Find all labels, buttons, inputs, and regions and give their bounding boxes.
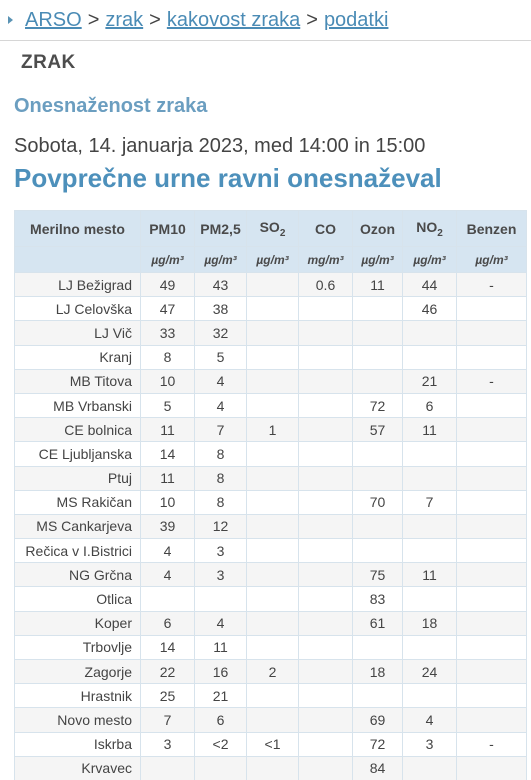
station-name: Ptuj bbox=[15, 466, 141, 490]
page-title: Povprečne urne ravni onesnaževal bbox=[14, 163, 442, 193]
ozon-value bbox=[353, 369, 403, 393]
pm25-value: 38 bbox=[195, 297, 247, 321]
header-so2: $SO_2$ bbox=[247, 211, 299, 247]
divider bbox=[0, 40, 531, 41]
co-value bbox=[299, 297, 353, 321]
co-value bbox=[299, 611, 353, 635]
pm25-value: 8 bbox=[195, 442, 247, 466]
ozon-value: 72 bbox=[353, 732, 403, 756]
so2-value: 1 bbox=[247, 418, 299, 442]
table-row bbox=[15, 514, 527, 538]
no2-value bbox=[403, 756, 457, 780]
table-row bbox=[15, 539, 527, 563]
station-name: Zagorje bbox=[15, 660, 141, 684]
breadcrumb-arrow-icon bbox=[8, 16, 13, 24]
pm10-value: 4 bbox=[141, 563, 195, 587]
pm10-value: 11 bbox=[141, 466, 195, 490]
station-name: MB Vrbanski bbox=[15, 393, 141, 417]
station-name: Rečica v I.Bistrici bbox=[15, 539, 141, 563]
pm25-value bbox=[195, 756, 247, 780]
pm10-value: 14 bbox=[141, 635, 195, 659]
pm10-value: 10 bbox=[141, 369, 195, 393]
table-row bbox=[15, 490, 527, 514]
station-name: Novo mesto bbox=[15, 708, 141, 732]
station-name: Iskrba bbox=[15, 732, 141, 756]
ozon-value: 83 bbox=[353, 587, 403, 611]
pm10-value: 10 bbox=[141, 490, 195, 514]
benzen-value bbox=[457, 297, 527, 321]
so2-value bbox=[247, 539, 299, 563]
table-row bbox=[15, 273, 527, 297]
benzen-value bbox=[457, 611, 527, 635]
table-row bbox=[15, 684, 527, 708]
no2-value bbox=[403, 684, 457, 708]
pm10-value: 4 bbox=[141, 539, 195, 563]
so2-value bbox=[247, 708, 299, 732]
table-row bbox=[15, 756, 527, 780]
benzen-value bbox=[457, 393, 527, 417]
table-row bbox=[15, 732, 527, 756]
pm10-value: 7 bbox=[141, 708, 195, 732]
co-value bbox=[299, 635, 353, 659]
pm10-value: 39 bbox=[141, 514, 195, 538]
so2-value: <1 bbox=[247, 732, 299, 756]
co-value bbox=[299, 514, 353, 538]
pm10-value: 33 bbox=[141, 321, 195, 345]
benzen-value bbox=[457, 684, 527, 708]
so2-value bbox=[247, 297, 299, 321]
table-row bbox=[15, 393, 527, 417]
no2-value bbox=[403, 442, 457, 466]
benzen-value bbox=[457, 490, 527, 514]
sub-title: Onesnaženost zraka bbox=[14, 95, 208, 117]
station-name: CE Ljubljanska bbox=[15, 442, 141, 466]
benzen-value: - bbox=[457, 369, 527, 393]
so2-value bbox=[247, 756, 299, 780]
station-name: CE bolnica bbox=[15, 418, 141, 442]
pm10-value: 5 bbox=[141, 393, 195, 417]
table-row bbox=[15, 587, 527, 611]
so2-value bbox=[247, 635, 299, 659]
so2-value: 2 bbox=[247, 660, 299, 684]
no2-value: 21 bbox=[403, 369, 457, 393]
pm10-value: 6 bbox=[141, 611, 195, 635]
so2-value bbox=[247, 369, 299, 393]
unit-ozon: µg/m³ bbox=[353, 247, 403, 273]
table-row bbox=[15, 345, 527, 369]
date-line: Sobota, 14. januarja 2023, med 14:00 in 15:00 bbox=[14, 135, 426, 157]
station-name: LJ Celovška bbox=[15, 297, 141, 321]
breadcrumb-separator: > bbox=[306, 8, 318, 31]
pm25-value: 11 bbox=[195, 635, 247, 659]
co-value bbox=[299, 563, 353, 587]
header-co: CO bbox=[299, 211, 353, 247]
co-value bbox=[299, 418, 353, 442]
no2-value: 6 bbox=[403, 393, 457, 417]
table-row bbox=[15, 297, 527, 321]
ozon-value bbox=[353, 321, 403, 345]
co-value bbox=[299, 660, 353, 684]
station-name: LJ Bežigrad bbox=[15, 273, 141, 297]
ozon-value bbox=[353, 684, 403, 708]
ozon-value bbox=[353, 539, 403, 563]
no2-value: 44 bbox=[403, 273, 457, 297]
so2-value bbox=[247, 684, 299, 708]
ozon-value: 57 bbox=[353, 418, 403, 442]
station-name: NG Grčna bbox=[15, 563, 141, 587]
co-value bbox=[299, 490, 353, 514]
pm10-value: 25 bbox=[141, 684, 195, 708]
so2-value bbox=[247, 321, 299, 345]
no2-value bbox=[403, 539, 457, 563]
station-name: MS Rakičan bbox=[15, 490, 141, 514]
unit-benzen: µg/m³ bbox=[457, 247, 527, 273]
table-row bbox=[15, 466, 527, 490]
benzen-value bbox=[457, 660, 527, 684]
station-name: Hrastnik bbox=[15, 684, 141, 708]
pm10-value: 11 bbox=[141, 418, 195, 442]
header-pm10: PM10 bbox=[141, 211, 195, 247]
breadcrumb-separator: > bbox=[149, 8, 161, 31]
benzen-value bbox=[457, 418, 527, 442]
unit-no2: µg/m³ bbox=[403, 247, 457, 273]
table-row bbox=[15, 369, 527, 393]
benzen-value bbox=[457, 635, 527, 659]
station-name: MB Titova bbox=[15, 369, 141, 393]
benzen-value bbox=[457, 756, 527, 780]
benzen-value bbox=[457, 466, 527, 490]
no2-value bbox=[403, 587, 457, 611]
ozon-value: 72 bbox=[353, 393, 403, 417]
co-value bbox=[299, 708, 353, 732]
no2-value bbox=[403, 345, 457, 369]
pm25-value: 7 bbox=[195, 418, 247, 442]
co-value: 0.6 bbox=[299, 273, 353, 297]
no2-value bbox=[403, 321, 457, 345]
co-value bbox=[299, 321, 353, 345]
breadcrumb-link-arso[interactable]: ARSO bbox=[25, 8, 82, 31]
so2-value bbox=[247, 466, 299, 490]
no2-value: 11 bbox=[403, 563, 457, 587]
table-row bbox=[15, 611, 527, 635]
pm10-value: 22 bbox=[141, 660, 195, 684]
pm10-value: 47 bbox=[141, 297, 195, 321]
co-value bbox=[299, 732, 353, 756]
no2-value: 3 bbox=[403, 732, 457, 756]
ozon-value: 70 bbox=[353, 490, 403, 514]
pm25-value: 8 bbox=[195, 490, 247, 514]
table-row bbox=[15, 563, 527, 587]
so2-value bbox=[247, 490, 299, 514]
header-station: Merilno mesto bbox=[15, 211, 141, 247]
benzen-value bbox=[457, 539, 527, 563]
benzen-value bbox=[457, 587, 527, 611]
so2-value bbox=[247, 514, 299, 538]
pm10-value: 8 bbox=[141, 345, 195, 369]
pm25-value: 8 bbox=[195, 466, 247, 490]
pollution-table bbox=[14, 210, 527, 780]
pm25-value: 4 bbox=[195, 393, 247, 417]
table-row bbox=[15, 660, 527, 684]
so2-value bbox=[247, 587, 299, 611]
co-value bbox=[299, 393, 353, 417]
benzen-value bbox=[457, 708, 527, 732]
no2-value bbox=[403, 635, 457, 659]
benzen-value bbox=[457, 563, 527, 587]
ozon-value bbox=[353, 297, 403, 321]
so2-value bbox=[247, 611, 299, 635]
ozon-value: 61 bbox=[353, 611, 403, 635]
pm25-value: 12 bbox=[195, 514, 247, 538]
station-name: Koper bbox=[15, 611, 141, 635]
pm10-value: 3 bbox=[141, 732, 195, 756]
header-ozon: Ozon bbox=[353, 211, 403, 247]
ozon-value: 18 bbox=[353, 660, 403, 684]
so2-value bbox=[247, 273, 299, 297]
table-body bbox=[15, 273, 527, 780]
co-value bbox=[299, 756, 353, 780]
no2-value bbox=[403, 514, 457, 538]
table-row bbox=[15, 442, 527, 466]
benzen-value bbox=[457, 514, 527, 538]
ozon-value: 84 bbox=[353, 756, 403, 780]
ozon-value: 11 bbox=[353, 273, 403, 297]
co-value bbox=[299, 345, 353, 369]
header-no2: $NO_2$ bbox=[403, 211, 457, 247]
unit-so2: µg/m³ bbox=[247, 247, 299, 273]
benzen-value bbox=[457, 442, 527, 466]
pm25-value: 43 bbox=[195, 273, 247, 297]
no2-value: 46 bbox=[403, 297, 457, 321]
ozon-value bbox=[353, 466, 403, 490]
co-value bbox=[299, 684, 353, 708]
co-value bbox=[299, 442, 353, 466]
ozon-value: 75 bbox=[353, 563, 403, 587]
pm25-value bbox=[195, 587, 247, 611]
pm25-value: <2 bbox=[195, 732, 247, 756]
station-name: LJ Vič bbox=[15, 321, 141, 345]
table-row bbox=[15, 635, 527, 659]
pm25-value: 16 bbox=[195, 660, 247, 684]
no2-value: 11 bbox=[403, 418, 457, 442]
no2-value: 18 bbox=[403, 611, 457, 635]
unit-empty bbox=[15, 247, 141, 273]
so2-value bbox=[247, 442, 299, 466]
breadcrumb-link-zrak[interactable]: zrak bbox=[105, 8, 144, 31]
table-row bbox=[15, 321, 527, 345]
pm10-value: 49 bbox=[141, 273, 195, 297]
no2-value: 4 bbox=[403, 708, 457, 732]
pm25-value: 4 bbox=[195, 611, 247, 635]
breadcrumb bbox=[8, 6, 388, 34]
no2-value: 7 bbox=[403, 490, 457, 514]
no2-value: 24 bbox=[403, 660, 457, 684]
pm25-value: 6 bbox=[195, 708, 247, 732]
ozon-value bbox=[353, 514, 403, 538]
breadcrumb-link-podatki[interactable]: podatki bbox=[323, 8, 389, 31]
pm25-value: 3 bbox=[195, 539, 247, 563]
co-value bbox=[299, 466, 353, 490]
breadcrumb-separator: > bbox=[87, 8, 100, 31]
station-name: Trbovlje bbox=[15, 635, 141, 659]
benzen-value: - bbox=[457, 273, 527, 297]
co-value bbox=[299, 587, 353, 611]
co-value bbox=[299, 539, 353, 563]
pm10-value: 14 bbox=[141, 442, 195, 466]
header-pm25: PM2,5 bbox=[195, 211, 247, 247]
header-benzen: Benzen bbox=[457, 211, 527, 247]
unit-pm10: µg/m³ bbox=[141, 247, 195, 273]
station-name: Kranj bbox=[15, 345, 141, 369]
benzen-value bbox=[457, 321, 527, 345]
pm25-value: 3 bbox=[195, 563, 247, 587]
section-title: ZRAK bbox=[21, 52, 76, 73]
table-row bbox=[15, 708, 527, 732]
pm10-value bbox=[141, 587, 195, 611]
pm25-value: 21 bbox=[195, 684, 247, 708]
so2-value bbox=[247, 563, 299, 587]
so2-value bbox=[247, 393, 299, 417]
breadcrumb-link-kakovost-zraka[interactable]: kakovost zraka bbox=[166, 8, 301, 31]
unit-co: mg/m³ bbox=[299, 247, 353, 273]
unit-pm25: µg/m³ bbox=[195, 247, 247, 273]
pm25-value: 5 bbox=[195, 345, 247, 369]
pm10-value bbox=[141, 756, 195, 780]
ozon-value bbox=[353, 635, 403, 659]
pm25-value: 32 bbox=[195, 321, 247, 345]
table-row bbox=[15, 418, 527, 442]
pm25-value: 4 bbox=[195, 369, 247, 393]
co-value bbox=[299, 369, 353, 393]
so2-value bbox=[247, 345, 299, 369]
station-name: MS Cankarjeva bbox=[15, 514, 141, 538]
no2-value bbox=[403, 466, 457, 490]
station-name: Krvavec bbox=[15, 756, 141, 780]
pollution-table-container bbox=[14, 210, 526, 780]
ozon-value: 69 bbox=[353, 708, 403, 732]
ozon-value bbox=[353, 442, 403, 466]
benzen-value: - bbox=[457, 732, 527, 756]
ozon-value bbox=[353, 345, 403, 369]
station-name: Otlica bbox=[15, 587, 141, 611]
benzen-value bbox=[457, 345, 527, 369]
